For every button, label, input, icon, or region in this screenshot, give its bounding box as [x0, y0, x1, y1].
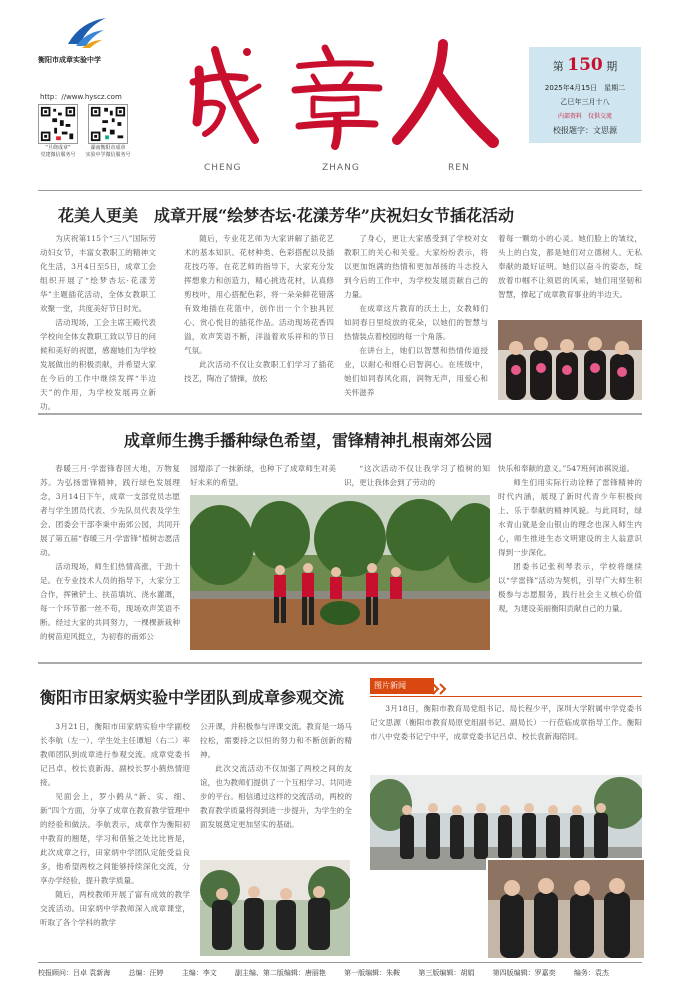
paragraph: 活动现场，师生们热情高涨，干劲十足。在专业技术人员的指导下，大家分工合作，挥锹铲土、扶苗填坑、浇水灌溉，每一个环节都一丝不苟，现场欢声笑语不断。经过大家的共同努力，一棵棵新栽种的树苗迎风挺立，为初春的南郊公	[40, 562, 180, 641]
paragraph: “这次活动不仅让我学习了植树的知识，更让我体会到了劳动的	[344, 464, 490, 487]
paragraph: 为庆祝第115个“三八”国际劳动妇女节，丰富女教职工的精神文化生活，3月4日至5日，成章工会组织开展了“绘梦杏坛·花漾芳华”主题插花活动，全体女教职工欢聚一堂，共度美好节日时光。	[40, 234, 156, 313]
article1-headline: 花美人更美 成章开展“绘梦杏坛·花漾芳华”庆祝妇女节插花活动	[58, 206, 514, 225]
paragraph: 在讲台上，她们以智慧和热情传道授业，以耐心和细心启智润心。在班级中，她们如同春风化雨，润物无声，用爱心和关怀滋养	[344, 346, 488, 397]
pinyin-cheng: CHENG	[204, 163, 242, 173]
article1-col3	[344, 232, 488, 400]
paragraph: 活动现场，工会主席王殿代表学校向全体女教职工致以节日的问候和美好的祝愿，感谢她们为学校发展做出的积极贡献，并希望大家在今后的工作中继续发挥“半边天”的作用，为学校发展再立新功。	[40, 318, 156, 411]
internal-note: 内部资料 仅供交流	[557, 113, 612, 120]
article1-col1	[40, 232, 156, 414]
lunar-date: 乙巳年三月十八	[560, 98, 610, 106]
pinyin-ren: REN	[448, 163, 470, 173]
paragraph: 随后，专业花艺师为大家讲解了插花艺术的基本知识、花材种类、色彩搭配以及插花技巧等。在花艺师的指导下，大家充分发挥想象力和创造力，精心挑选花材，认真修剪枝叶，用心搭配色彩，将一朵朵鲜花错落有致地插在花篮中，创作出一个个独具匠心、赏心悦目的插花作品。活动现场花香四溢，欢声笑语不断，洋溢着欢乐祥和的节日气氛。	[184, 234, 334, 355]
section-divider	[38, 413, 642, 415]
paragraph: 在成章这片教育的沃土上，女教师们如同春日里绽放的花朵，以她们的智慧与热情装点着校园的每一个角落。	[344, 304, 488, 341]
paragraph: 见面会上，罗小鹤从“新、实、细、新”四个方面，分享了成章在教育教学管理中的经验和做法。李航表示，成章作为衡阳初中教育的翘楚，学习和借鉴之处比比皆是，此次成章之行，田家炳中学团队定能受益良多，他希望两校之间能够持续深化交流，分享办学经验，提升教学质量。	[40, 792, 190, 885]
article3-col1	[40, 720, 190, 930]
paragraph: 师生们用实际行动诠释了雷锋精神的时代内涵，展现了新时代青少年积极向上、乐于奉献的精神风貌。与此同时，绿水青山就是金山银山的理念也深入师生内心，师生推进生态文明建设的主人翁意识得到一步深化。	[498, 478, 642, 557]
footer-advisor: 校报顾问：吕卓 袁新海	[38, 969, 111, 977]
paragraph: 此次活动不仅让女教职工们学习了插花技艺，陶冶了情操，放松	[184, 360, 334, 383]
paragraph: 了身心，更让大家感受到了学校对女教职工的关心和关爱。大家纷纷表示，将以更加饱满的热情和更加昂扬的斗志投入到今后的工作中，为学校发展贡献自己的力量。	[344, 234, 488, 299]
photo-news-image-2	[486, 858, 646, 960]
header-divider	[38, 190, 642, 191]
article1-col2	[184, 232, 334, 386]
footer-page1-editor: 第一版编辑：朱鞍	[344, 969, 401, 977]
paragraph: 园增添了一抹新绿，也种下了成章师生对美好未来的希望。	[190, 464, 336, 487]
paragraph: 着每一颗幼小的心灵。她们脸上的皱纹，头上的白发，都是她们对立德树人、无私奉献的最好证明。她们以奋斗的姿态，绽放着巾帼不让须眉的风采，她们用坚韧和智慧，撑起了成章教育事业的半边天。	[498, 234, 642, 299]
article2-photo	[190, 495, 490, 650]
article1-col4	[498, 232, 642, 302]
footer-editor: 主编：李文	[181, 969, 217, 977]
qr-code-party	[38, 104, 78, 148]
pinyin-zhang: ZHANG	[322, 163, 360, 173]
issue-number: 第 150 期	[552, 55, 618, 75]
website-link[interactable]: http：//www.hyscz.com	[40, 93, 122, 101]
qr-caption-wechat: 湖南衡阳市成章 实验中学微信服务号	[85, 145, 131, 158]
school-logo	[62, 14, 112, 52]
qr-caption-party: “旦绕成章” 党建微信服务号	[40, 145, 76, 158]
paragraph: 公开课，并积极参与评课交流。教育是一场马拉松，需要持之以恒的努力和不断创新的精神。	[200, 722, 352, 759]
footer-divider	[38, 962, 642, 963]
paragraph: 3月18日，衡阳市教育局党组书记、局长程少平，深圳大学附属中学党委书记文思源（衡阳市教育局原党组副书记、副局长）一行莅临成章指导工作。衡阳市八中党委书记宁中平，成章党委书记吕卓、校长袁新海陪同。	[370, 704, 642, 741]
article2-col3	[344, 462, 490, 490]
photo-news-underline	[370, 696, 642, 697]
footer-affairs: 编务：袁杰	[573, 969, 609, 977]
article2-headline: 成章师生携手播种绿色希望，雷锋精神扎根南郊公园	[124, 431, 493, 450]
article1-photo	[498, 320, 642, 400]
footer-page4-editor: 第四版编辑：罗嘉奕	[492, 969, 556, 977]
photo-news-tag: 图片新闻	[370, 678, 434, 694]
qr-code-wechat	[88, 104, 128, 148]
article3-headline: 衡阳市田家炳实验中学团队到成章参观交流	[40, 688, 345, 707]
masthead-title	[175, 30, 505, 150]
article2-col4	[498, 462, 642, 616]
issue-date: 2025年4月15日 星期二	[544, 84, 626, 92]
footer-deputy-editor: 副主编、第二版编辑：唐丽艳	[234, 969, 326, 977]
paragraph: 团委书记张利琴表示，学校将继续以“学雷锋”活动为契机，引导广大师生积极参与志愿服务，践行社会主义核心价值观，为建设美丽衡阳贡献自己的力量。	[498, 562, 642, 613]
paragraph: 春暖三月·学雷锋春回大地，万物复苏。为弘扬雷锋精神，践行绿色发展理念，3月14日下午，成章一支部党员志愿者与学生团员代表、少先队员代表及学生会、团委会干部李秉中南郊公园，共同开展了第五届“春暖三月·学雷锋”植树志愿活动。	[40, 464, 180, 557]
photo-news-text	[370, 702, 642, 744]
school-name: 衡阳市成章实验中学	[38, 56, 101, 64]
article3-photo	[200, 860, 350, 956]
paragraph: 此次交流活动不仅加强了两校之间的友谊，也为教师们提供了一个互相学习、共同进步的平台。相信通过这样的交流活动，两校的教育教学质量将得到进一步提升，为学生的全面发展奠定更加坚实的基础。	[200, 764, 352, 829]
footer-chief-editor: 总编：汪婷	[128, 969, 164, 977]
article2-col1	[40, 462, 180, 644]
issue-info-box	[529, 47, 641, 143]
footer-page3-editor: 第三版编辑：胡娟	[418, 969, 475, 977]
calligraphy-credit: 校报题字：文思源	[553, 126, 617, 135]
article3-col2	[200, 720, 352, 832]
paragraph: 3月21日，衡阳市田家炳实验中学副校长李航（左一）、学生处主任谭旭（右二）率教师团队到成章进行参观交流。成章党委书记吕卓、校长袁新海、副校长罗小鹤热情迎接。	[40, 722, 190, 787]
photo-news-image-1	[370, 775, 642, 870]
editorial-footer	[38, 968, 642, 978]
section-divider	[38, 662, 642, 664]
article2-col2	[190, 462, 336, 490]
paragraph: 快乐和奉献的意义。”547班何沛祺说道。	[498, 464, 635, 473]
paragraph: 随后，两校教师开展了富有成效的教学交流活动。田家炳中学教师深入成章课堂，听取了各个学科的教学	[40, 890, 190, 927]
